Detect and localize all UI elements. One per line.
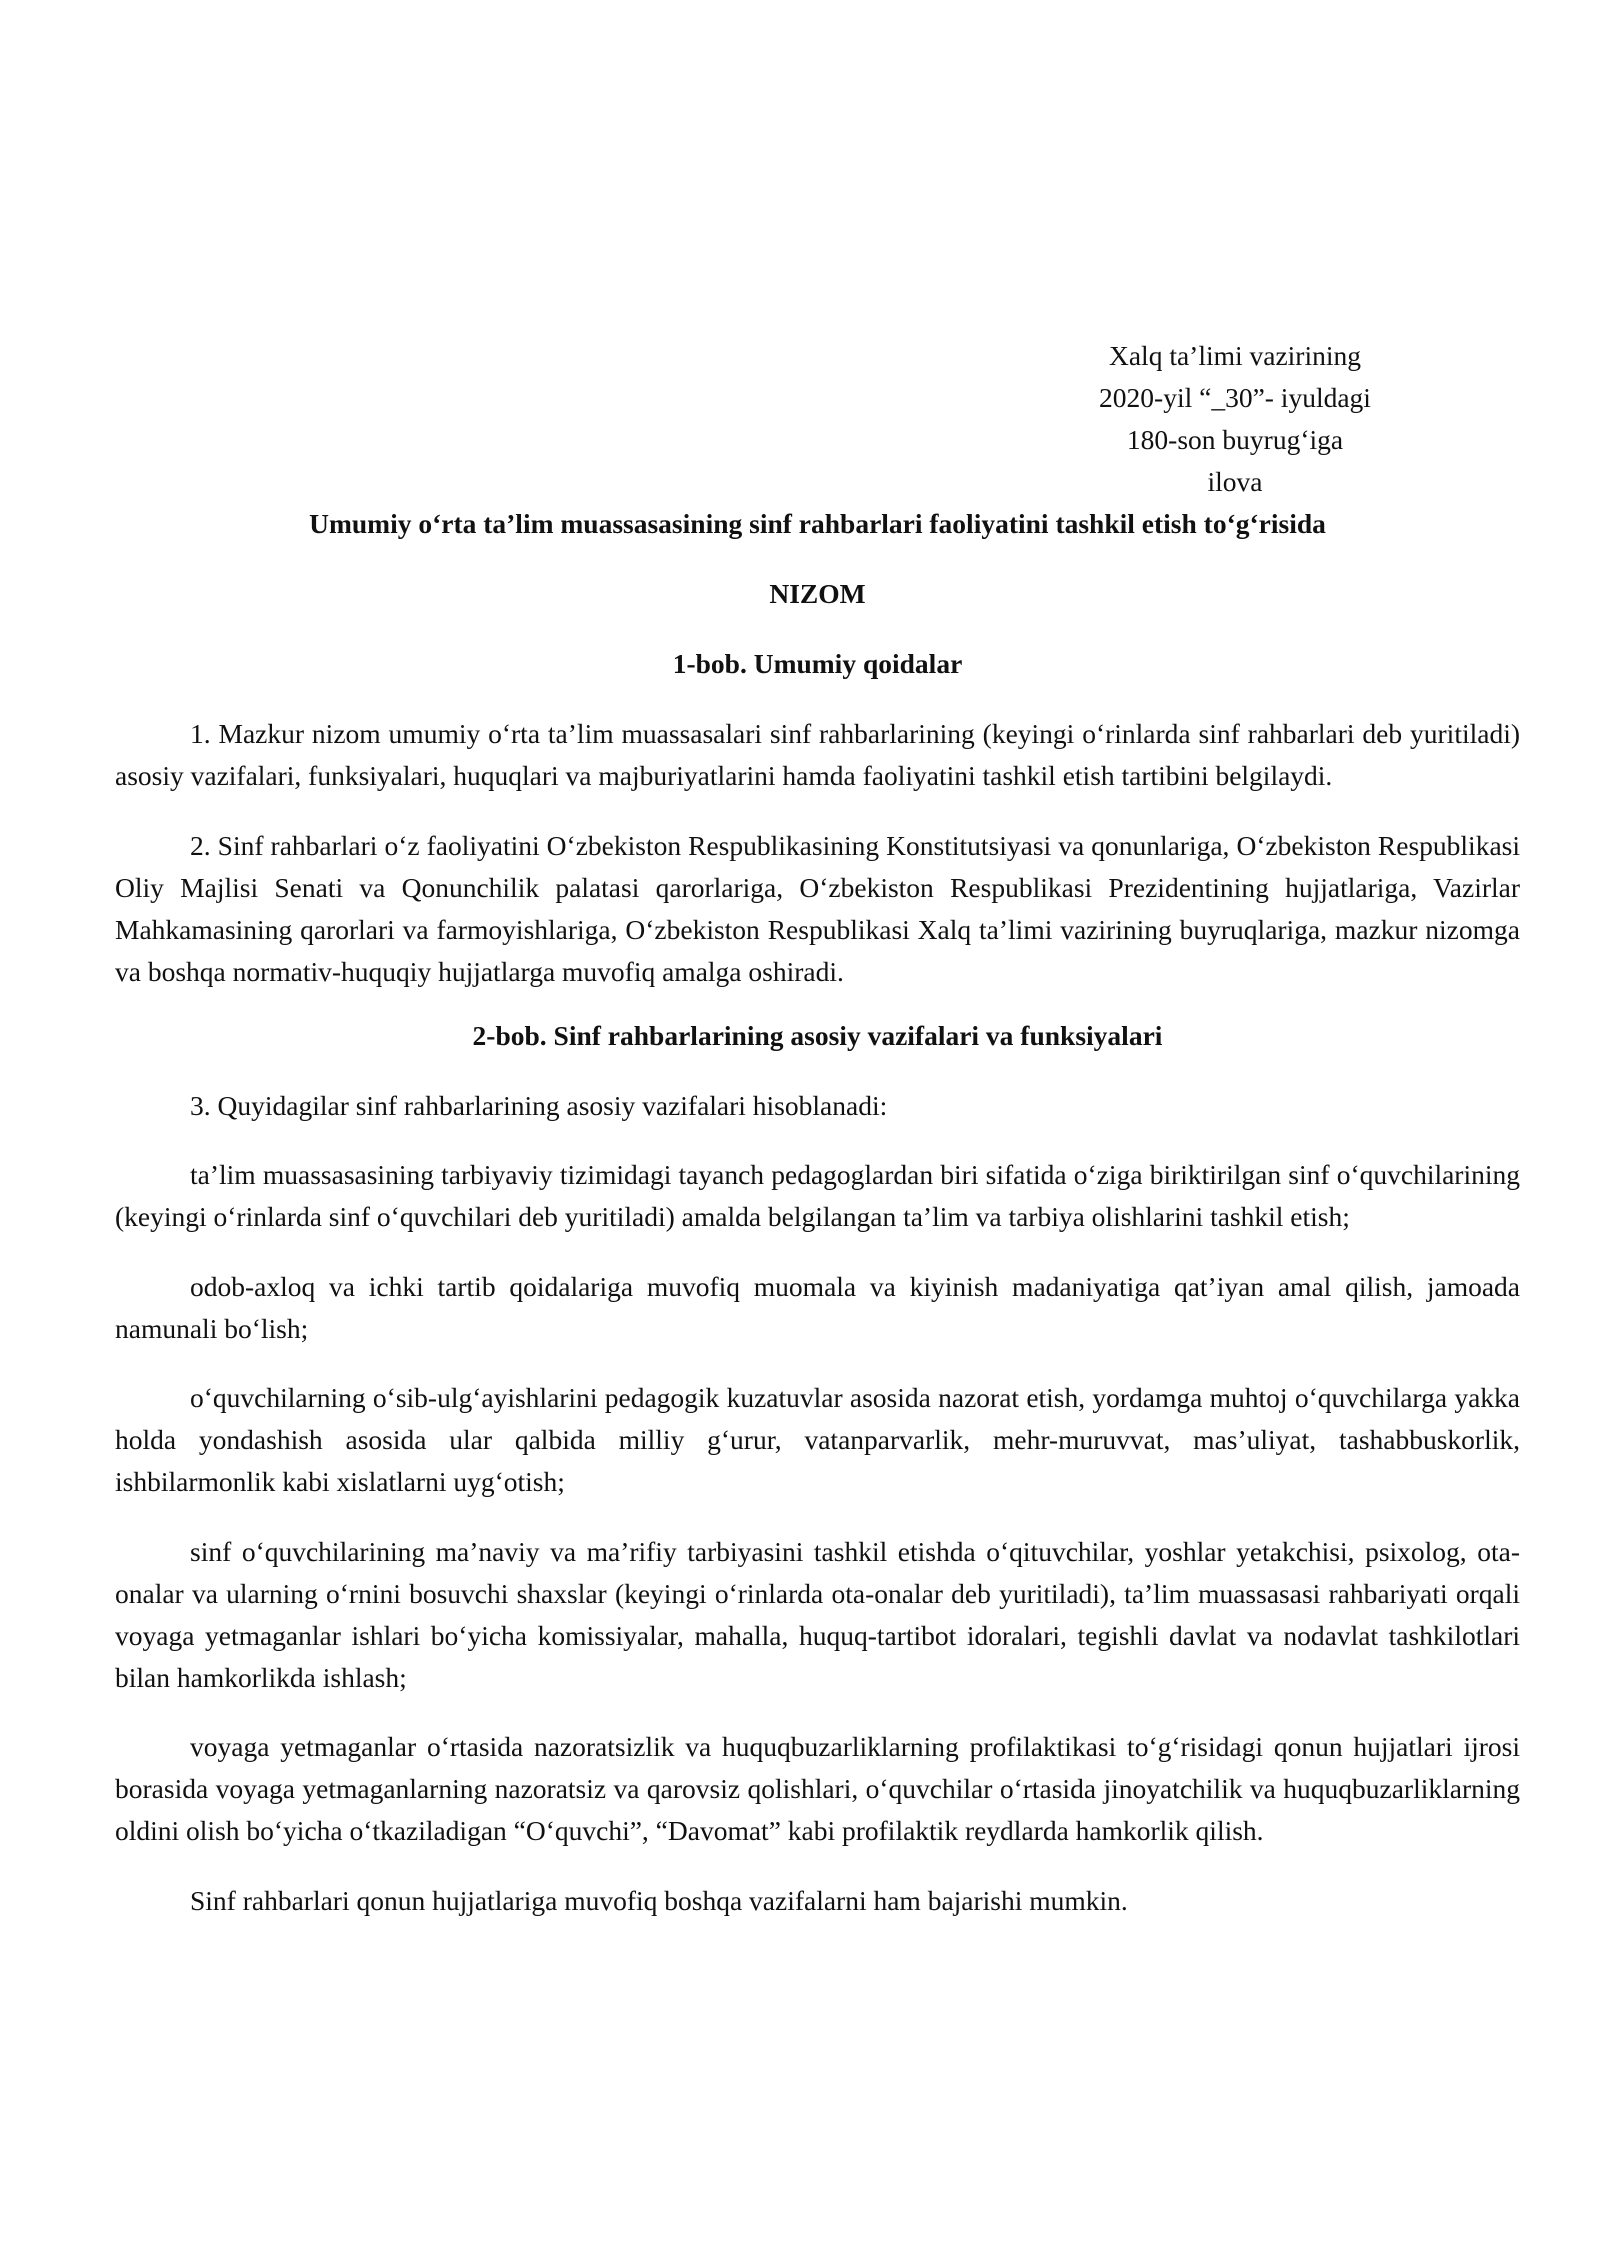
paragraph-3: 3. Quyidagilar sinf rahbarlarining asosiy vazifalari hisoblanadi: xyxy=(190,1089,888,1121)
document-body xyxy=(115,335,1520,1944)
closing-paragraph: Sinf rahbarlari qonun hujjatlariga muvofiq boshqa vazifalarni ham bajarishi mumkin. xyxy=(190,1884,1128,1916)
paragraph-2: 2. Sinf rahbarlari o‘z faoliyatini O‘zbekiston Respublikasining Konstitutsiyasi va qonunlariga, O‘zbekiston Respublikasi Oliy Majlisi Senati va Qonunchilik palatasi qarorlariga, O‘zbekiston Respublikasi Prezidentining hujjatlariga, Vazirlar Mahkamasining qarorlari va farmoyishlariga, O‘zbekiston Respublikasi Xalq ta’limi vazirining buyruqlariga, mazkur nizomga va boshqa normativ-huquqiy hujjatlarga muvofiq amalga oshiradi. xyxy=(115,829,1520,987)
duty-item-5: voyaga yetmaganlar o‘rtasida nazoratsizlik va huquqbuzarliklarning profilaktikasi to‘g‘risidagi qonun hujjatlari ijrosi borasida voyaga yetmaganlarning nazoratsiz va qarovsiz qolishlari, o‘quvchilar o‘rtasida jinoyatchilik va huquqbuzarliklarning oldini olish bo‘yicha o‘tkaziladigan “O‘quvchi”, “Davomat” kabi profilaktik reydlarda hamkorlik qilish. xyxy=(115,1731,1520,1846)
paragraph-1: 1. Mazkur nizom umumiy o‘rta ta’lim muassasalari sinf rahbarlarining (keyingi o‘rinlarda sinf rahbarlari deb yuritiladi) asosiy vazifalari, funksiyalari, huquqlari va majburiyatlarini hamda faoliyatini tashkil etish tartibini belgilaydi. xyxy=(115,718,1520,791)
chapter-1-heading: 1-bob. Umumiy qoidalar xyxy=(672,648,963,679)
approval-stamp-block xyxy=(1065,335,1405,503)
document-kind: NIZOM xyxy=(769,578,866,609)
approval-line-order: 180-son buyrug‘iga xyxy=(1126,424,1344,455)
duty-item-2: odob-axloq va ichki tartib qoidalariga muvofiq muomala va kiyinish madaniyatiga qat’iyan amal qilish, jamoada namunali bo‘lish; xyxy=(115,1270,1520,1344)
approval-line-ministry: Xalq ta’limi vazirining xyxy=(1108,340,1361,371)
chapter-2-heading: 2-bob. Sinf rahbarlarining asosiy vazifalari va funksiyalari xyxy=(472,1019,1163,1051)
duty-item-4: sinf o‘quvchilarining ma’naviy va ma’rifiy tarbiyasini tashkil etishda o‘qituvchilar, yoshlar yetakchisi, psixolog, ota-onalar va ularning o‘rnini bosuvchi shaxslar (keyingi o‘rinlarda ota-onalar deb yuritiladi), ta’lim muassasasi rahbariyati orqali voyaga yetmaganlar ishlari bo‘yicha komissiyalar, mahalla, huquq-tartibot idoralari, tegishli davlat va nodavlat tashkilotlari bilan hamkorlikda ishlash; xyxy=(115,1535,1520,1693)
document-title: Umumiy o‘rta ta’lim muassasasining sinf rahbarlari faoliyatini tashkil etish to‘g‘risida xyxy=(309,508,1326,539)
approval-line-annex: ilova xyxy=(1207,466,1263,497)
approval-line-date: 2020-yil “_30”- iyuldagi xyxy=(1099,382,1371,413)
duty-item-3: o‘quvchilarning o‘sib-ulg‘ayishlarini pedagogik kuzatuvlar asosida nazorat etish, yordamga muhtoj o‘quvchilarga yakka holda yondashish asosida ular qalbida milliy g‘urur, vatanparvarlik, mehr-muruvvat, mas’uliyat, tashabbuskorlik, ishbilarmonlik kabi xislatlarni uyg‘otish; xyxy=(115,1382,1520,1497)
duty-item-1: ta’lim muassasasining tarbiyaviy tizimidagi tayanch pedagoglardan biri sifatida o‘ziga biriktirilgan sinf o‘quvchilarining (keyingi o‘rinlarda sinf o‘quvchilari deb yuritiladi) amalda belgilangan ta’lim va tarbiya olishlarini tashkil etish; xyxy=(115,1159,1520,1232)
